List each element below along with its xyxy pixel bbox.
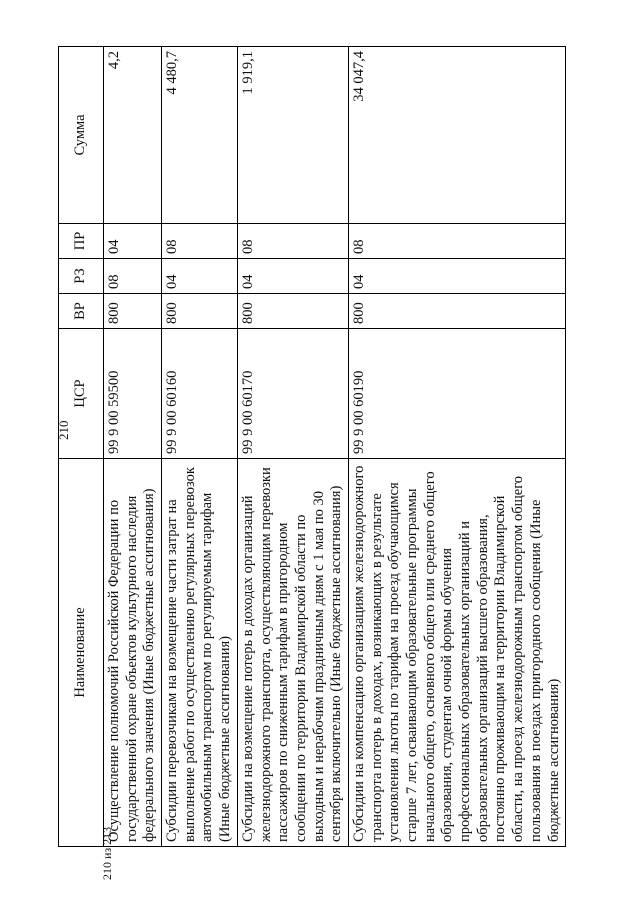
row-vr: 800 <box>104 294 162 329</box>
page-footer: 210 из 213 <box>100 826 114 880</box>
row-rz: 04 <box>237 259 348 294</box>
table-header-row <box>59 47 104 847</box>
header-vr: ВР <box>59 294 104 329</box>
row-sum: 1 919,1 <box>237 47 348 224</box>
row-pr: 08 <box>237 224 348 259</box>
header-pr: ПР <box>59 224 104 259</box>
row-csr: 99 9 00 60170 <box>237 329 348 459</box>
row-sum: 4,2 <box>104 47 162 224</box>
table-row <box>237 47 348 847</box>
row-csr: 99 9 00 59500 <box>104 329 162 459</box>
header-sum: Сумма <box>59 47 104 224</box>
row-csr: 99 9 00 60160 <box>162 329 238 459</box>
table-row <box>104 47 162 847</box>
row-name: Субсидии перевозчикам на возмещение части затрат на выполнение работ по осуществлению регулярных перевозок автомобильным транспортом по регулируемым тарифам (Иные бюджетные ассигнования) <box>162 459 238 847</box>
row-pr: 04 <box>104 224 162 259</box>
row-csr: 99 9 00 60190 <box>348 329 565 459</box>
row-vr: 800 <box>237 294 348 329</box>
budget-table <box>58 46 566 847</box>
table-row <box>348 47 565 847</box>
header-csr: ЦСР <box>59 329 104 459</box>
row-sum: 4 480,7 <box>162 47 238 224</box>
row-sum: 34 047,4 <box>348 47 565 224</box>
page-number: 210 <box>56 420 71 440</box>
row-vr: 800 <box>348 294 565 329</box>
table-row <box>162 47 238 847</box>
row-rz: 04 <box>162 259 238 294</box>
row-pr: 08 <box>162 224 238 259</box>
row-rz: 04 <box>348 259 565 294</box>
header-name: Наименование <box>59 459 104 847</box>
rotated-table-container <box>58 47 562 847</box>
header-rz: РЗ <box>59 259 104 294</box>
row-rz: 08 <box>104 259 162 294</box>
row-name: Осуществление полномочий Российской Федерации по государственной охране объектов культурного наследия федерального значения (Иные бюджетные ассигнования) <box>104 459 162 847</box>
row-name: Субсидии на компенсацию организациям железнодорожного транспорта потерь в доходах, возникающих в результате установления льготы по тарифам на проезд обучающимся старше 7 лет, осваивающим образовательные программы начального общего, основного общего или среднего общего образования, студентам очной формы обучения профессиональных образовательных организаций и образовательных организаций высшего образования, постоянно проживающим на территории Владимирской области, на проезд железнодорожным транспортом общего пользования в поездах пригородного сообщения (Иные бюджетные ассигнования) <box>348 459 565 847</box>
row-name: Субсидии на возмещение потерь в доходах организаций железнодорожного транспорта, осуществляющим перевозки пассажиров по сниженным тарифам в пригородном сообщении по территории Владимирской области по выходным и нерабочим праздничным дням с 1 мая по 30 сентября включительно (Иные бюджетные ассигнования) <box>237 459 348 847</box>
row-pr: 08 <box>348 224 565 259</box>
row-vr: 800 <box>162 294 238 329</box>
